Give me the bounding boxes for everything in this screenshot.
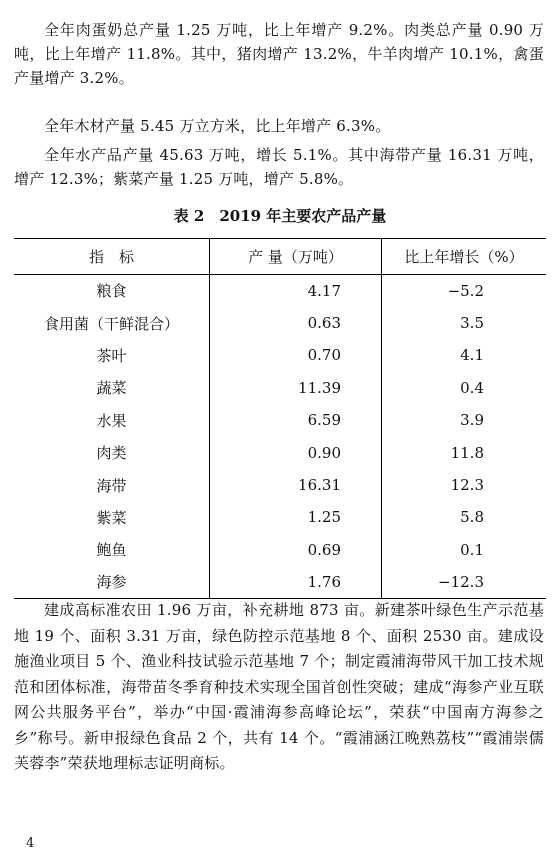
table-row [14,469,546,501]
page-number: 4 [26,836,35,851]
cell-name: 海带 [96,476,127,495]
cell-name: 蔬菜 [96,379,127,398]
cell-growth: 4.1 [460,346,484,365]
cell-output: 4.17 [210,275,382,307]
table-row [14,339,546,371]
header-output: 产 量（万吨） [210,239,382,275]
cell-name: 鲍鱼 [96,541,127,560]
cell-output: 0.63 [210,307,382,339]
cell-name: 茶叶 [96,346,127,365]
cell-growth: 12.3 [450,476,484,495]
cell-growth: 0.1 [460,540,484,559]
cell-name: 水果 [96,411,127,430]
cell-output: 1.76 [210,566,382,598]
paragraph-aquatic: 全年水产品产量 45.63 万吨，增长 5.1%。其中海带产量 16.31 万吨，增产 12.3%；紫菜产量 1.25 万吨，增产 5.8%。 [14,146,544,188]
table-row [14,275,546,307]
cell-output: 0.90 [210,436,382,468]
paragraph-timber: 全年木材产量 5.45 万立方米，比上年增产 6.3%。 [44,117,391,135]
table-row [14,566,546,598]
paragraph-meat-egg-milk: 全年肉蛋奶总产量 1.25 万吨，比上年增产 9.2%。肉类总产量 0.90 万吨，比上年增产 11.8%。其中，猪肉增产 13.2%，牛羊肉增产 10.1%，禽蛋产量增产 3.2%。 [14,21,544,87]
cell-name: 食用菌（干鲜混合） [43,314,179,333]
cell-name: 粮食 [96,282,127,301]
paragraph-agri-infrastructure: 建成高标准农田 1.96 万亩，补充耕地 873 亩。新建茶叶绿色生产示范基地 19 个、面积 3.31 万亩，绿色防控示范基地 8 个、面积 2530 亩。建成设施渔业项目 5 个、渔业科技试验示范基地 7 个；制定霞浦海带风干加工技术规范和团体标准，海带苗冬季育种技术实现全国首创性突破；建成“海参产业互联网公共服务平台”，举办“中国·霞浦海参高峰论坛”，荣获“中国南方海参之乡”称号。新申报绿色食品 2 个，共有 14 个。“霞浦涵江晚熟荔枝”“霞浦崇儒芙蓉李”荣获地理标志证明商标。 [14,601,544,772]
header-growth: 比上年增长（%） [382,239,547,275]
cell-output: 11.39 [210,372,382,404]
table-row [14,534,546,566]
cell-growth: 5.8 [460,508,484,527]
cell-output: 0.70 [210,339,382,371]
header-indicator: 指 标 [14,239,210,275]
table-row [14,436,546,468]
agri-products-table [14,238,546,599]
cell-output: 16.31 [210,469,382,501]
cell-growth: 3.5 [460,314,484,333]
cell-name: 海参 [14,566,210,598]
table-row [14,501,546,533]
cell-growth: 0.4 [460,378,484,397]
table-row [14,404,546,436]
table-header-row [14,239,546,275]
table-caption: 表 2 2019 年主要农产品产量 [173,207,387,225]
table-row [14,372,546,404]
cell-growth: −12.3 [382,566,547,598]
table-row [14,307,546,339]
cell-output: 6.59 [210,404,382,436]
cell-output: 1.25 [210,501,382,533]
cell-growth: −5.2 [447,281,484,300]
cell-name: 肉类 [96,444,127,463]
cell-growth: 3.9 [460,411,484,430]
cell-output: 0.69 [210,534,382,566]
cell-growth: 11.8 [450,443,484,462]
cell-name: 紫菜 [96,508,127,527]
